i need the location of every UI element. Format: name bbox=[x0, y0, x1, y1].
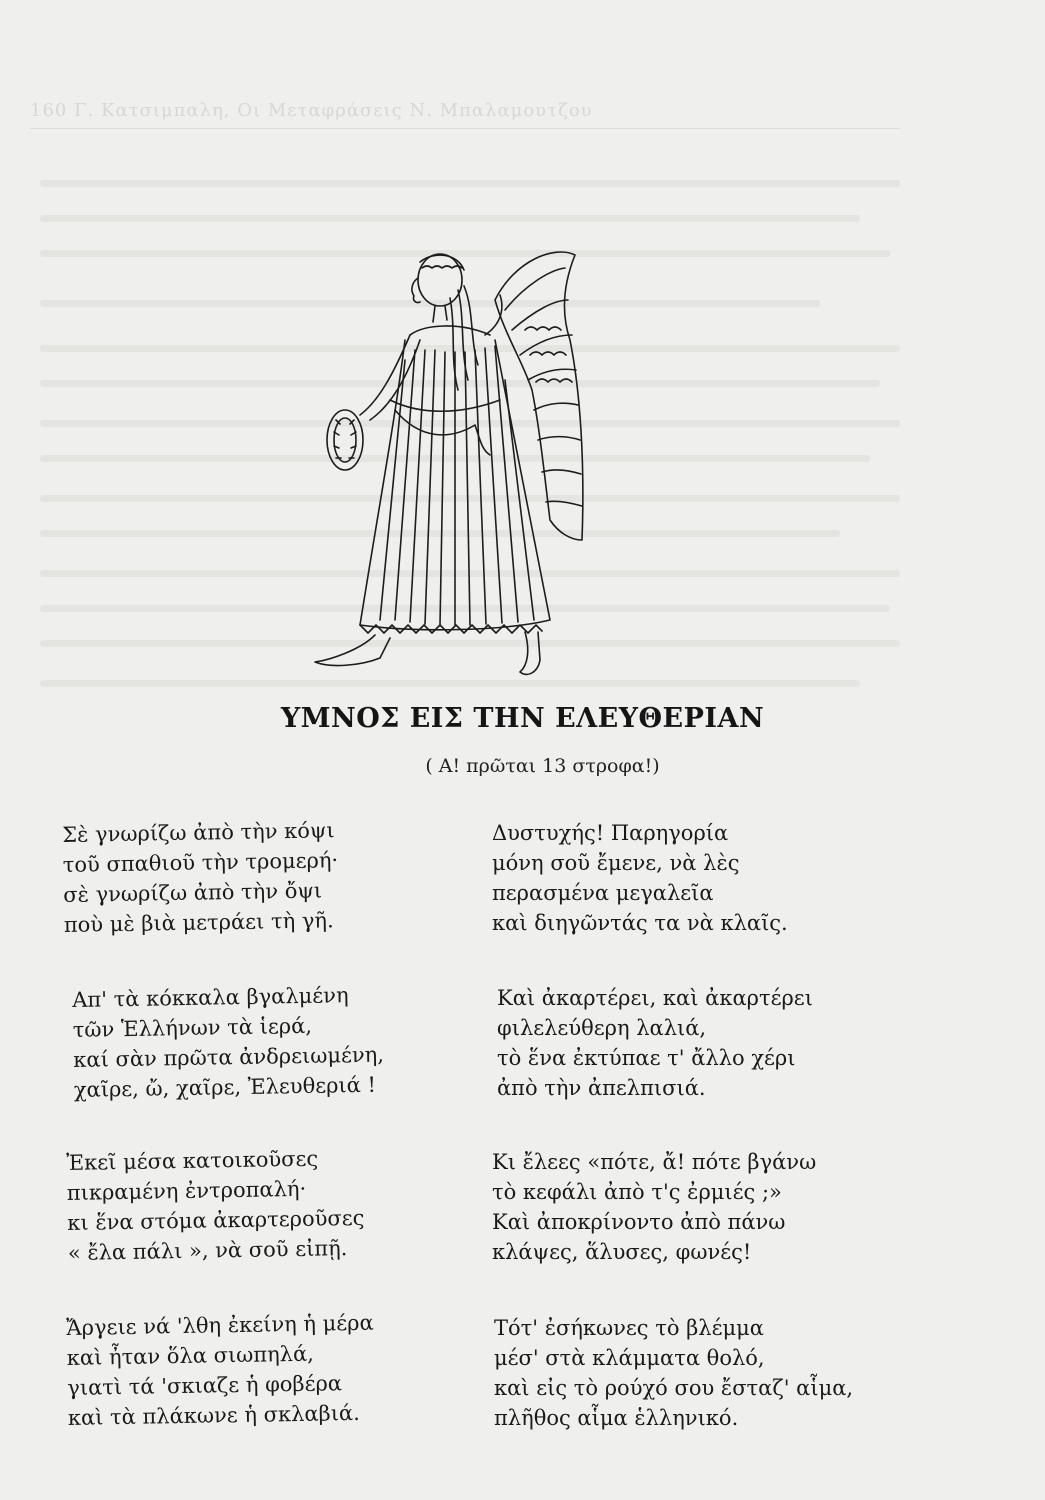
verse-line: καὶ τὰ πλάκωνε ἡ σκλαβιά. bbox=[67, 1400, 360, 1430]
poem-subtitle: ( Α! πρῶται 13 στροφα!) bbox=[425, 755, 660, 777]
verse-line: Απ' τὰ κόκκαλα βγαλμένη bbox=[72, 983, 349, 1012]
verse-line: κλάψες, ἅλυσες, φωνές! bbox=[492, 1240, 752, 1264]
verse-line: ποὺ μὲ βιὰ μετράει τὴ γῆ. bbox=[63, 908, 334, 937]
stanza-7 bbox=[492, 1147, 882, 1267]
verse-line: μέσ' στὰ κλάμματα θολό, bbox=[494, 1346, 765, 1370]
verse-line: μόνη σοῦ ἔμενε, νὰ λὲς bbox=[492, 851, 740, 875]
verse-line: Καὶ ἀκαρτέρει, καὶ ἀκαρτέρει bbox=[497, 986, 813, 1010]
verse-line: τὸ κεφάλι ἀπὸ τ'ς ἐρμιές ;» bbox=[492, 1180, 782, 1204]
verse-line: καί σὰν πρῶτα ἀνδρειωμένη, bbox=[73, 1042, 385, 1072]
verse-line: πικραμένη ἐντροπαλή· bbox=[66, 1176, 307, 1205]
verse-line: τοῦ σπαθιοῦ τὴν τρομερή· bbox=[62, 848, 339, 877]
verse-line: Σὲ γνωρίζω ἀπὸ τὴν κόψι bbox=[62, 818, 335, 847]
stanza-1 bbox=[62, 813, 454, 940]
stanza-2 bbox=[72, 978, 464, 1105]
show-through-header: 160 Γ. Κατσιμπαλη, Οι Μεταφράσεις Ν. Μπαλαμουτζου bbox=[30, 100, 593, 121]
stanza-3 bbox=[66, 1141, 458, 1268]
verse-line: τῶν Ἑλλήνων τὰ ἱερά, bbox=[72, 1013, 313, 1042]
verse-line: καὶ εἰς τὸ ρούχό σου ἔσταζ' αἷμα, bbox=[494, 1376, 854, 1400]
verse-line: καὶ διηγῶντάς τα νὰ κλαῖς. bbox=[492, 911, 788, 935]
verse-line: ἀπὸ τὴν ἀπελπισιά. bbox=[497, 1076, 706, 1100]
verse-line: χαῖρε, ὤ, χαῖρε, Ἐλευθεριά ! bbox=[73, 1072, 377, 1102]
stanza-4 bbox=[66, 1306, 458, 1433]
verse-line: σὲ γνωρίζω ἀπὸ τὴν ὄψι bbox=[63, 878, 323, 907]
verse-line: Κι ἔλεες «πότε, ἄ! πότε βγάνω bbox=[492, 1150, 817, 1174]
verse-line: κι ἕνα στόμα ἀκαρτεροῦσες bbox=[67, 1205, 365, 1235]
stanza-8 bbox=[494, 1313, 884, 1433]
verse-line: Καὶ ἀποκρίνοντο ἀπὸ πάνω bbox=[492, 1210, 786, 1234]
verse-line: « ἔλα πάλι », νὰ σοῦ εἰπῇ. bbox=[67, 1236, 348, 1265]
winged-victory-illustration bbox=[300, 240, 600, 680]
verse-line: πλῆθος αἷμα ἑλληνικό. bbox=[494, 1406, 739, 1430]
verse-line: γιατὶ τά 'σκιαζε ἡ φοβέρα bbox=[67, 1371, 343, 1400]
verse-line: φιλελεύθερη λαλιά, bbox=[497, 1016, 707, 1040]
verse-line: Ἄργειε νά 'λθη ἐκείνη ἡ μέρα bbox=[66, 1310, 374, 1340]
poem-title: ΥΜΝΟΣ ΕΙΣ ΤΗΝ ΕΛΕΥΘΕΡΙΑΝ bbox=[280, 703, 765, 734]
stanza-5 bbox=[492, 818, 882, 938]
show-through-rule bbox=[30, 128, 900, 129]
verse-line: καὶ ἦταν ὅλα σιωπηλά, bbox=[66, 1341, 315, 1370]
verse-line: Ἐκεῖ μέσα κατοικοῦσες bbox=[66, 1146, 319, 1175]
verse-line: Δυστυχής! Παρηγορία bbox=[492, 821, 729, 845]
verse-line: περασμένα μεγαλεῖα bbox=[492, 881, 714, 905]
verse-line: Τότ' ἐσήκωνες τὸ βλέμμα bbox=[494, 1316, 764, 1340]
stanza-6 bbox=[497, 983, 887, 1103]
verse-line: τὸ ἕνα ἐκτύπαε τ' ἄλλο χέρι bbox=[497, 1046, 796, 1070]
